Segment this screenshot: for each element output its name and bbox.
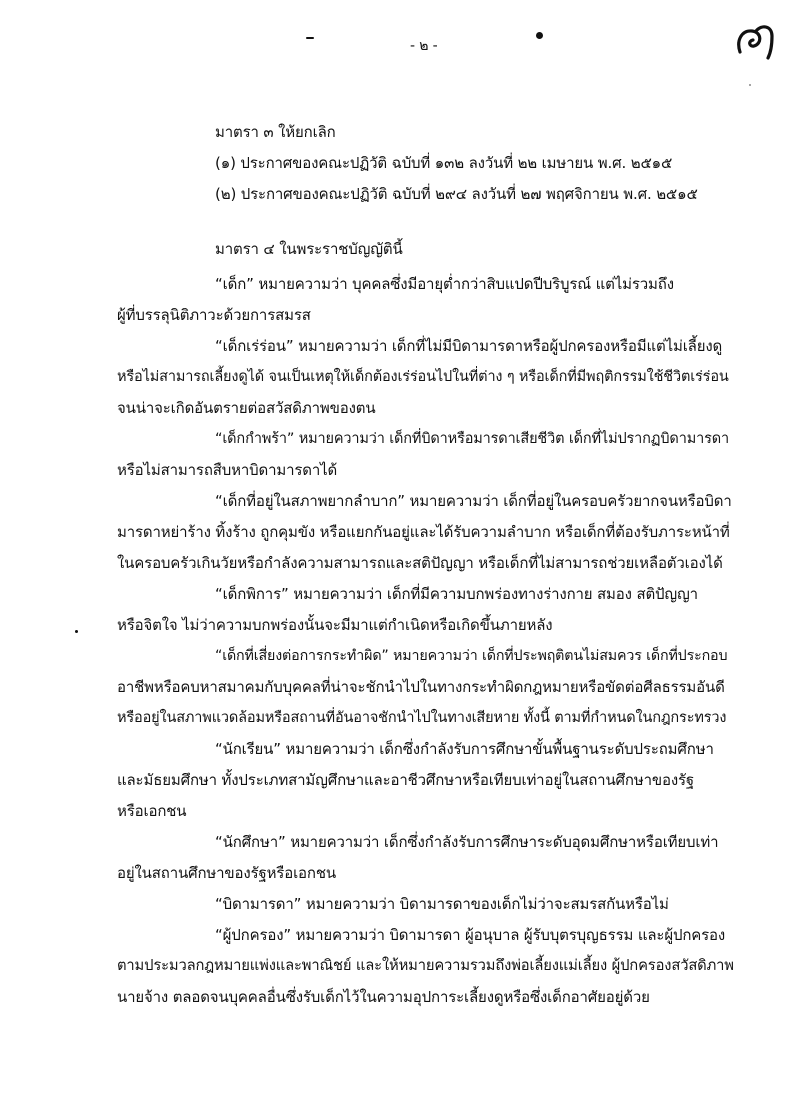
scan-speck (749, 84, 751, 86)
definition-line: “นักเรียน” หมายความว่า เด็กซึ่งกำลังรับการศึกษาขั้นพื้นฐานระดับประถมศึกษา (215, 740, 714, 758)
definition-line: ตามประมวลกฎหมายแพ่งและพาณิชย์ และให้หมายความรวมถึงพ่อเลี้ยงแม่เลี้ยง ผู้ปกครองสวัสดิภาพ (117, 957, 734, 974)
definition-line: หรือไม่สามารถเลี้ยงดูได้ จนเป็นเหตุให้เด็กต้องเร่ร่อนไปในที่ต่าง ๆ หรือเด็กที่มีพฤติกรรมใช้ชีวิตเร่ร่อน (117, 369, 729, 385)
definition-line: “เด็ก” หมายความว่า บุคคลซึ่งมีอายุต่ำกว่าสิบแปดปีบริบูรณ์ แต่ไม่รวมถึง (215, 275, 674, 293)
definition-line: “บิดามารดา” หมายความว่า บิดามารดาของเด็กไม่ว่าจะสมรสกันหรือไม่ (215, 895, 669, 913)
definition-line: “เด็กเร่ร่อน” หมายความว่า เด็กที่ไม่มีบิดามารดาหรือผู้ปกครองหรือมีแต่ไม่เลี้ยงดู (215, 337, 723, 355)
definition-line: “เด็กที่อยู่ในสภาพยากลำบาก” หมายความว่า เด็กที่อยู่ในครอบครัวยากจนหรือบิดา (215, 492, 732, 510)
section-3-item: (๑) ประกาศของคณะปฏิวัติ ฉบับที่ ๑๓๒ ลงวันที่ ๒๒ เมษายน พ.ศ. ๒๕๑๕ (215, 154, 673, 172)
definition-line: มารดาหย่าร้าง ทิ้งร้าง ถูกคุมขัง หรือแยกกันอยู่และได้รับความลำบาก หรือเด็กที่ต้องรับภาระหน้าที่ (117, 523, 730, 541)
definition-line: หรือเอกชน (117, 802, 187, 820)
definition-line: ในครอบครัวเกินวัยหรือกำลังความสามารถและสติปัญญา หรือเด็กที่ไม่สามารถช่วยเหลือตัวเองได้ (117, 554, 723, 572)
definition-line: ผู้ที่บรรลุนิติภาวะด้วยการสมรส (117, 306, 311, 324)
scan-speck (75, 630, 78, 633)
scan-speck (306, 37, 314, 39)
definition-line: อาชีพหรือคบหาสมาคมกับบุคคลที่น่าจะชักนำไปในทางกระทำผิดกฎหมายหรือขัดต่อศีลธรรมอันดี (117, 678, 725, 696)
section-4-heading: มาตรา ๔ ในพระราชบัญญัตินี้ (215, 240, 403, 258)
definition-line: หรือจิตใจ ไม่ว่าความบกพร่องนั้นจะมีมาแต่กำเนิดหรือเกิดขึ้นภายหลัง (117, 616, 553, 634)
page-number: - ๒ - (410, 38, 438, 54)
section-3-heading: มาตรา ๓ ให้ยกเลิก (215, 123, 336, 141)
definition-line: หรือไม่สามารถสืบหาบิดามารดาได้ (117, 461, 338, 479)
definition-line: “ผู้ปกครอง” หมายความว่า บิดามารดา ผู้อนุบาล ผู้รับบุตรบุญธรรม และผู้ปกครอง (215, 926, 726, 944)
definition-line: อยู่ในสถานศึกษาของรัฐหรือเอกชน (117, 864, 336, 882)
definition-line: “เด็กกำพร้า” หมายความว่า เด็กที่บิดาหรือมารดาเสียชีวิต เด็กที่ไม่ปรากฏบิดามารดา (215, 431, 729, 447)
scan-speck (536, 32, 543, 39)
definition-line: นายจ้าง ตลอดจนบุคคลอื่นซึ่งรับเด็กไว้ในความอุปการะเลี้ยงดูหรือซึ่งเด็กอาศัยอยู่ด้วย (117, 988, 650, 1006)
definition-line: หรืออยู่ในสภาพแวดล้อมหรือสถานที่อันอาจชักนำไปในทางเสียหาย ทั้งนี้ ตามที่กำหนดในกฎกระทรวง (117, 710, 727, 726)
definition-line: และมัธยมศึกษา ทั้งประเภทสามัญศึกษาและอาชีวศึกษาหรือเทียบเท่าอยู่ในสถานศึกษาของรัฐ (117, 771, 695, 789)
definition-line: “เด็กพิการ” หมายความว่า เด็กที่มีความบกพร่องทางร่างกาย สมอง สติปัญญา (215, 585, 698, 603)
section-3-item: (๒) ประกาศของคณะปฏิวัติ ฉบับที่ ๒๙๔ ลงวันที่ ๒๗ พฤศจิกายน พ.ศ. ๒๕๑๕ (215, 185, 698, 203)
handwritten-page-number (732, 22, 780, 62)
definition-line: “นักศึกษา” หมายความว่า เด็กซึ่งกำลังรับการศึกษาระดับอุดมศึกษาหรือเทียบเท่า (215, 833, 719, 851)
definition-line: จนน่าจะเกิดอันตรายต่อสวัสดิภาพของตน (117, 399, 376, 417)
definition-line: “เด็กที่เสี่ยงต่อการกระทำผิด” หมายความว่า เด็กที่ประพฤติตนไม่สมควร เด็กที่ประกอบ (215, 648, 728, 664)
